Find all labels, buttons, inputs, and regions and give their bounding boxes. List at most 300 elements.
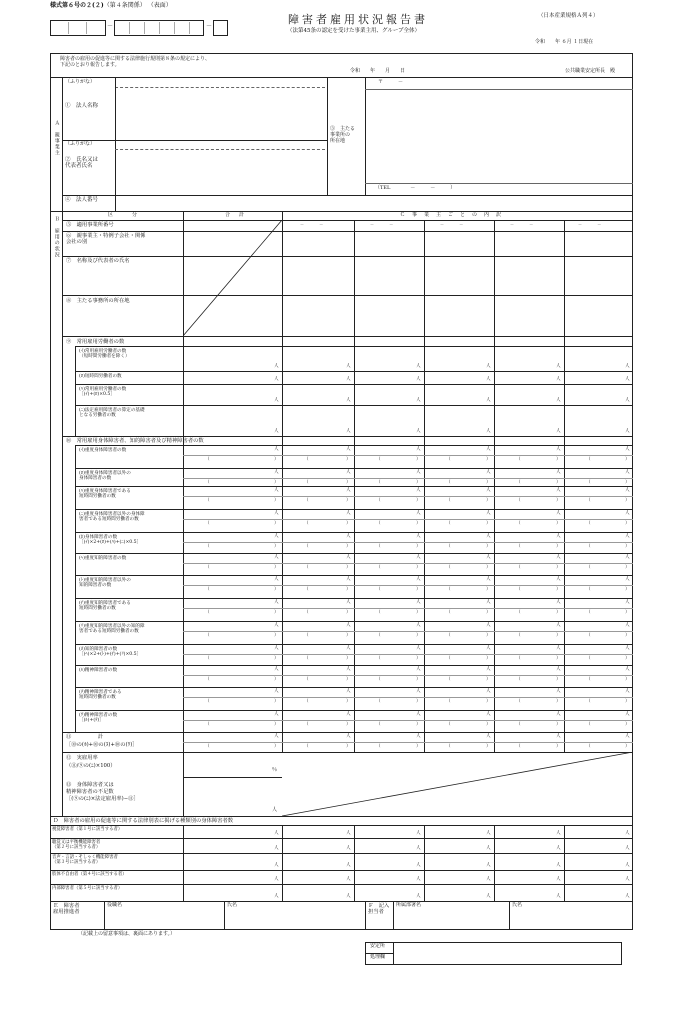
unit-person: 人 <box>556 623 561 628</box>
unit-person: 人 <box>625 734 630 739</box>
unit-person: 人 <box>416 712 421 717</box>
row-10-item: (ﾍ)重度知的障害者の数 <box>79 556 127 561</box>
unit-person: 人 <box>486 555 491 560</box>
unit-person: 人 <box>486 429 491 434</box>
unit-person: 人 <box>486 534 491 539</box>
paren-open: （ <box>376 656 381 661</box>
unit-person: 人 <box>486 447 491 452</box>
paren-open: （ <box>304 610 309 615</box>
paren-close: ） <box>346 544 351 549</box>
unit-person: 人 <box>625 863 630 868</box>
unit-person: 人 <box>274 511 279 516</box>
unit-person: 人 <box>486 398 491 403</box>
paren-open: （ <box>304 656 309 661</box>
paren-close: ） <box>416 480 421 485</box>
paren-open: （ <box>205 457 210 462</box>
unit-person: 人 <box>274 398 279 403</box>
unit-person: 人 <box>416 447 421 452</box>
row-10-label: ⑩ 常用雇用身体障害者、知的障害者及び精神障害者の数 <box>66 438 204 444</box>
unit-person: 人 <box>486 712 491 717</box>
unit-person: 人 <box>346 555 351 560</box>
unit-person: 人 <box>274 846 279 851</box>
row-10-item: (ﾊ)重度身体障害者である 短時間労働者の数 <box>79 489 131 500</box>
paren-open: （ <box>516 610 521 615</box>
unit-person: 人 <box>274 712 279 717</box>
unit-person: 人 <box>556 488 561 493</box>
unit-person: 人 <box>556 646 561 651</box>
unit-person: 人 <box>556 447 561 452</box>
unit-person: 人 <box>486 600 491 605</box>
row-9-label: ⑨ 常用雇用労働者の数 <box>66 339 125 345</box>
paren-open: （ <box>586 699 591 704</box>
unit-person: 人 <box>625 894 630 899</box>
unit-person: 人 <box>274 534 279 539</box>
unit-person: 人 <box>274 364 279 369</box>
col-total: 合 計 <box>225 212 247 218</box>
paren-close: ） <box>486 656 491 661</box>
paren-open: （ <box>586 457 591 462</box>
paren-close: ） <box>274 587 279 592</box>
paren-open: （ <box>516 656 521 661</box>
row-10-item: (ﾛ)重度身体障害者以外の 身体障害者の数 <box>79 471 131 482</box>
unit-person: 人 <box>625 555 630 560</box>
as-of-date: 令和 年 ６月 １日現在 <box>535 39 594 45</box>
paren-close: ） <box>486 565 491 570</box>
unit-person: 人 <box>556 863 561 868</box>
paren-close: ） <box>556 656 561 661</box>
paren-open: （ <box>446 722 451 727</box>
paren-open: （ <box>586 744 591 749</box>
unit-person: 人 <box>416 863 421 868</box>
addressee: 公共職業安定所長 殿 <box>565 68 616 74</box>
unit-person: 人 <box>416 831 421 836</box>
paren-open: （ <box>304 498 309 503</box>
furigana-label: （ふりがな） <box>65 79 96 85</box>
paren-open: （ <box>586 722 591 727</box>
unit-person: 人 <box>625 577 630 582</box>
paren-open: （ <box>304 633 309 638</box>
paren-open: （ <box>205 677 210 682</box>
rep-name-label: ② 氏名又は 代表者氏名 <box>65 157 99 170</box>
row-9-item: (ﾆ)法定雇用障害者の算定の基礎 となる労働者の数 <box>79 408 145 419</box>
paren-open: （ <box>516 699 521 704</box>
row-10-item: (ﾎ)身体障害者の数 ［(ｲ)×2+(ﾛ)+(ﾊ)+(ﾆ)×0.5］ <box>79 535 142 546</box>
section-d-title: Ｄ 障害者の雇用の促進等に関する法律別表に掲げる種類別の身体障害者数 <box>53 818 234 824</box>
unit-person: 人 <box>486 364 491 369</box>
report-date: 令和 年 月 日 <box>350 68 406 74</box>
unit-person: 人 <box>625 877 630 882</box>
unit-person: 人 <box>274 863 279 868</box>
unit-person: 人 <box>416 488 421 493</box>
unit-person: 人 <box>556 377 561 382</box>
section-f-label: Ｆ 記入 担当者 <box>368 903 390 916</box>
code-separator: － <box>107 23 114 30</box>
unit-person: 人 <box>346 712 351 717</box>
paren-close: ） <box>556 521 561 526</box>
unit-person: 人 <box>416 600 421 605</box>
unit-person: 人 <box>556 877 561 882</box>
paren-close: ） <box>486 480 491 485</box>
paren-close: ） <box>346 699 351 704</box>
paren-close: ） <box>556 457 561 462</box>
unit-person: 人 <box>556 734 561 739</box>
unit-person: 人 <box>274 577 279 582</box>
paren-close: ） <box>486 587 491 592</box>
paren-close: ） <box>346 677 351 682</box>
unit-person: 人 <box>416 429 421 434</box>
unit-person: 人 <box>625 511 630 516</box>
paren-open: （ <box>586 656 591 661</box>
e-post-label: 役職名 <box>107 902 123 908</box>
unit-person: 人 <box>556 534 561 539</box>
zip-field[interactable]: 〒 － <box>378 79 404 85</box>
paren-close: ） <box>486 722 491 727</box>
tel-field[interactable]: （TEL － － ） <box>375 185 456 191</box>
paren-open: （ <box>205 656 210 661</box>
unit-person: 人 <box>556 429 561 434</box>
paren-open: （ <box>446 565 451 570</box>
paren-close: ） <box>556 744 561 749</box>
c5-number[interactable]: － － <box>578 222 602 227</box>
unit-person: 人 <box>416 734 421 739</box>
paren-close: ） <box>274 744 279 749</box>
paren-close: ） <box>556 480 561 485</box>
paren-open: （ <box>304 544 309 549</box>
paren-close: ） <box>274 656 279 661</box>
unit-person: 人 <box>274 447 279 452</box>
address-label: ③ 主たる 事業所の 所在地 <box>330 126 356 144</box>
paren-open: （ <box>516 498 521 503</box>
paren-close: ） <box>625 744 630 749</box>
paren-close: ） <box>346 498 351 503</box>
paren-close: ） <box>625 544 630 549</box>
row-6-label: ⑥ 親事業主・特例子会社・関係 会社の別 <box>66 233 146 246</box>
d-row-label: 内部障害者（第５号に該当する者） <box>52 886 123 891</box>
unit-person: 人 <box>416 623 421 628</box>
col-kubun: 区 分 <box>108 212 141 218</box>
row-10-item: (ﾙ)精神障害者の数 <box>79 668 118 673</box>
paren-open: （ <box>205 610 210 615</box>
unit-person: 人 <box>486 577 491 582</box>
paren-open: （ <box>304 587 309 592</box>
row-7-label: ⑦ 名称及び代表者の氏名 <box>66 258 130 264</box>
unit-person: 人 <box>556 894 561 899</box>
unit-person: 人 <box>486 689 491 694</box>
unit-person: 人 <box>625 712 630 717</box>
unit-person: 人 <box>416 470 421 475</box>
section-a-label: Ａ 親事業主 <box>53 120 60 156</box>
c3-number[interactable]: － － <box>440 222 464 227</box>
unit-person: 人 <box>346 488 351 493</box>
paren-open: （ <box>446 544 451 549</box>
paren-close: ） <box>346 744 351 749</box>
unit-person: 人 <box>346 689 351 694</box>
unit-person: 人 <box>486 511 491 516</box>
stamp-label-2: 処理欄 <box>370 954 386 960</box>
unit-person: 人 <box>274 894 279 899</box>
paren-open: （ <box>376 565 381 570</box>
paren-close: ） <box>556 544 561 549</box>
unit-person: 人 <box>486 846 491 851</box>
page-subtitle: （法第45条の認定を受けた事業主用、グループ全体） <box>287 28 421 34</box>
unit-person: 人 <box>416 667 421 672</box>
paren-open: （ <box>304 722 309 727</box>
row-8-label: ⑧ 主たる事務所の所在地 <box>66 298 130 304</box>
paren-close: ） <box>416 677 421 682</box>
unit-person: 人 <box>556 555 561 560</box>
unit-person: 人 <box>416 846 421 851</box>
unit-person: 人 <box>274 377 279 382</box>
paren-close: ） <box>416 565 421 570</box>
unit-person: 人 <box>346 734 351 739</box>
paren-open: （ <box>586 521 591 526</box>
paren-open: （ <box>304 480 309 485</box>
f-name-label: 氏名 <box>512 902 523 908</box>
paren-close: ） <box>416 744 421 749</box>
paren-close: ） <box>346 521 351 526</box>
paren-close: ） <box>625 633 630 638</box>
paren-close: ） <box>274 521 279 526</box>
section-b-label: Ｂ 雇用の状況 <box>53 216 60 258</box>
paren-open: （ <box>376 633 381 638</box>
unit-person: 人 <box>274 600 279 605</box>
unit-person: 人 <box>556 831 561 836</box>
unit-person: 人 <box>625 398 630 403</box>
paren-open: （ <box>516 744 521 749</box>
paren-open: （ <box>516 521 521 526</box>
unit-person: 人 <box>486 831 491 836</box>
row-10-item: (ｦ)精神障害者である 短時間労働者の数 <box>79 690 122 701</box>
unit-person: 人 <box>625 488 630 493</box>
paren-open: （ <box>586 677 591 682</box>
paren-close: ） <box>346 480 351 485</box>
paren-close: ） <box>625 480 630 485</box>
paren-close: ） <box>486 544 491 549</box>
paren-open: （ <box>586 480 591 485</box>
page-title: 障害者雇用状況報告書 <box>288 13 428 26</box>
paren-open: （ <box>446 480 451 485</box>
paren-close: ） <box>416 587 421 592</box>
unit-person: 人 <box>416 377 421 382</box>
paren-open: （ <box>205 722 210 727</box>
paren-close: ） <box>346 722 351 727</box>
paren-close: ） <box>274 565 279 570</box>
c1-number[interactable]: － － <box>300 222 324 227</box>
unit-person: 人 <box>416 364 421 369</box>
paren-close: ） <box>416 498 421 503</box>
paren-close: ） <box>416 656 421 661</box>
paren-close: ） <box>274 677 279 682</box>
unit-person: 人 <box>625 646 630 651</box>
code-boxes[interactable] <box>50 20 230 36</box>
paren-close: ） <box>416 457 421 462</box>
unit-person: 人 <box>486 667 491 672</box>
paren-close: ） <box>556 565 561 570</box>
paren-open: （ <box>446 699 451 704</box>
unit-person: 人 <box>346 623 351 628</box>
unit-person: 人 <box>416 689 421 694</box>
unit-person: 人 <box>274 689 279 694</box>
row-10-item: (ﾆ)重度身体障害者以外の身体障 害者である短時間労働者の数 <box>79 512 145 523</box>
unit-person: 人 <box>346 667 351 672</box>
paren-open: （ <box>446 498 451 503</box>
unit-person: 人 <box>346 470 351 475</box>
unit-person: 人 <box>274 429 279 434</box>
paren-close: ） <box>625 521 630 526</box>
paren-open: （ <box>446 633 451 638</box>
unit-person: 人 <box>625 689 630 694</box>
unit-person: 人 <box>416 534 421 539</box>
paren-open: （ <box>446 457 451 462</box>
stamp-label-1: 安定所 <box>370 943 386 949</box>
row-10-item: (ﾁ)重度知的障害者である 短時間労働者の数 <box>79 601 131 612</box>
unit-person: 人 <box>556 667 561 672</box>
unit-person: 人 <box>486 488 491 493</box>
paren-open: （ <box>516 722 521 727</box>
paren-close: ） <box>274 480 279 485</box>
diagonal-strike <box>183 220 282 336</box>
paren-open: （ <box>205 544 210 549</box>
unit-person: 人 <box>346 600 351 605</box>
unit-person: 人 <box>346 646 351 651</box>
row-5-label: ⑤ 適用事業所番号 <box>66 222 114 228</box>
paren-open: （ <box>376 544 381 549</box>
unit-person: 人 <box>346 447 351 452</box>
paren-close: ） <box>416 699 421 704</box>
unit-person: 人 <box>625 831 630 836</box>
unit-person: 人 <box>486 894 491 899</box>
f-dept-label: 所属部署名 <box>396 902 422 908</box>
paren-close: ） <box>625 610 630 615</box>
unit-person: 人 <box>274 831 279 836</box>
paren-close: ） <box>625 587 630 592</box>
paren-open: （ <box>304 744 309 749</box>
paren-close: ） <box>486 457 491 462</box>
code-separator: － <box>206 23 213 30</box>
unit-person: 人 <box>625 667 630 672</box>
unit-person: 人 <box>274 470 279 475</box>
row-10-item: (ﾄ)重度知的障害者以外の 知的障害者の数 <box>79 578 131 589</box>
paren-open: （ <box>205 480 210 485</box>
unit-person: 人 <box>274 646 279 651</box>
paren-open: （ <box>376 677 381 682</box>
paren-open: （ <box>586 633 591 638</box>
intro-text: 障害者の雇用の促進等に関する法律施行規則第８条の規定により、 下記のとおり報告します。 <box>60 56 211 68</box>
unit-person: 人 <box>274 667 279 672</box>
unit-person: 人 <box>625 534 630 539</box>
paren-open: （ <box>205 633 210 638</box>
unit-person: 人 <box>486 377 491 382</box>
paren-open: （ <box>446 521 451 526</box>
paren-open: （ <box>304 677 309 682</box>
paren-close: ） <box>556 498 561 503</box>
office-box <box>365 942 622 965</box>
paren-open: （ <box>586 544 591 549</box>
paren-close: ） <box>486 521 491 526</box>
paren-close: ） <box>486 744 491 749</box>
unit-person: 人 <box>416 877 421 882</box>
row-10-item: (ﾇ)知的障害者の数 ［(ﾍ)×2+(ﾄ)+(ﾁ)+(ﾘ)×0.5］ <box>79 647 142 658</box>
c2-number[interactable]: － － <box>370 222 394 227</box>
standard-note: （日本産業規格Ａ列４） <box>538 13 599 19</box>
unit-person: 人 <box>416 511 421 516</box>
unit-person: 人 <box>416 398 421 403</box>
diagonal-strike-2 <box>282 752 633 816</box>
unit-person: 人 <box>346 894 351 899</box>
row-12-label: ⑫ 実雇用率 （⑪/⑨の(ﾆ)×100） <box>66 755 116 770</box>
paren-close: ） <box>416 544 421 549</box>
unit-person: 人 <box>556 511 561 516</box>
unit-person: 人 <box>625 470 630 475</box>
paren-open: （ <box>376 699 381 704</box>
paren-close: ） <box>625 699 630 704</box>
unit-person: 人 <box>274 734 279 739</box>
paren-open: （ <box>446 610 451 615</box>
paren-close: ） <box>556 587 561 592</box>
paren-close: ） <box>416 521 421 526</box>
row-13-label: ⑬ 身体障害者又は 精神障害者の不足数 ［(⑨の(ﾆ)×法定雇用率)−⑪］ <box>66 782 139 802</box>
row-9-item: (ﾛ)短時間労働者の数 <box>79 374 122 379</box>
unit-person: 人 <box>274 488 279 493</box>
row-11-label: ⑪ 計 ［⑩の(ﾎ)+⑩の(ﾇ)+⑩の(ﾜ)］ <box>66 734 138 748</box>
unit-person: 人 <box>346 429 351 434</box>
paren-close: ） <box>486 699 491 704</box>
unit-person: 人 <box>486 646 491 651</box>
footnote: （記載上の留意事項は、裏面にあります。） <box>78 931 176 937</box>
unit-person: 人 <box>346 534 351 539</box>
paren-close: ） <box>556 677 561 682</box>
paren-close: ） <box>346 610 351 615</box>
paren-open: （ <box>304 457 309 462</box>
d-row-label: 視覚障害者（第１号に該当する者） <box>52 827 123 832</box>
paren-open: （ <box>586 610 591 615</box>
paren-close: ） <box>556 699 561 704</box>
paren-close: ） <box>346 565 351 570</box>
paren-close: ） <box>556 633 561 638</box>
paren-open: （ <box>304 521 309 526</box>
paren-close: ） <box>486 677 491 682</box>
unit-person: 人 <box>625 447 630 452</box>
paren-close: ） <box>486 498 491 503</box>
unit-person: 人 <box>625 377 630 382</box>
paren-open: （ <box>376 722 381 727</box>
unit-person: 人 <box>346 846 351 851</box>
section-e-label: Ｅ 障害者 雇用推進者 <box>53 903 80 916</box>
d-row-label: 聴覚又は平衡機能障害者 （第２号に該当する者） <box>52 840 101 851</box>
unit-person: 人 <box>486 877 491 882</box>
unit-person: 人 <box>346 877 351 882</box>
unit-person: 人 <box>346 364 351 369</box>
paren-close: ） <box>274 633 279 638</box>
paren-open: （ <box>376 480 381 485</box>
paren-close: ） <box>486 610 491 615</box>
paren-open: （ <box>446 677 451 682</box>
row-10-item: (ｲ)重度身体障害者の数 <box>79 448 127 453</box>
corp-name-label: ① 法人名称 <box>65 103 99 109</box>
c4-number[interactable]: － － <box>510 222 534 227</box>
row-9-item: (ｲ)常用雇用労働者の数 （短時間労働者を除く） <box>79 349 130 360</box>
unit-person: 人 <box>346 863 351 868</box>
paren-open: （ <box>516 587 521 592</box>
paren-close: ） <box>346 656 351 661</box>
paren-close: ） <box>274 610 279 615</box>
unit-person: 人 <box>556 577 561 582</box>
paren-open: （ <box>516 480 521 485</box>
paren-open: （ <box>376 587 381 592</box>
paren-open: （ <box>516 633 521 638</box>
unit-person: 人 <box>556 600 561 605</box>
paren-open: （ <box>516 677 521 682</box>
